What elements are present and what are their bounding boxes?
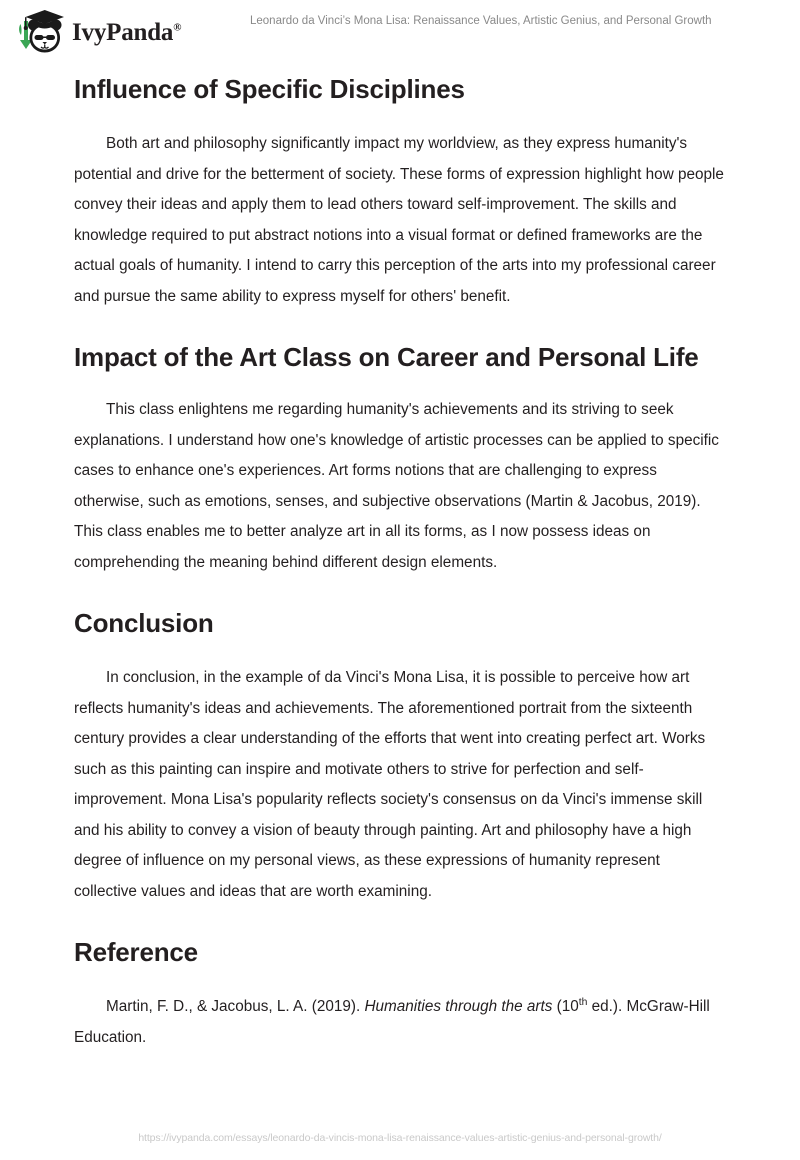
brand-name-text: IvyPanda	[72, 18, 174, 46]
reference-edition-prefix: (10	[552, 998, 579, 1015]
section-paragraph-impact: This class enlightens me regarding humanity's achievements and its striving to seek explanations. I understand how one's knowledge of artistic processes can be applied to specific cases to enhance one's experiences. Art forms notions that are challenging to express otherwise, such as emotions, senses, and subjective observations (Martin & Jacobus, 2019). This class enables me to better analyze art in all its forms, as I now possess ideas on comprehending the meaning behind different design elements.	[74, 401, 719, 571]
section-heading-reference: Reference	[74, 937, 198, 967]
document-body	[74, 70, 724, 1053]
registered-mark: ®	[173, 21, 182, 34]
section-heading-impact: Impact of the Art Class on Career and Personal Life	[74, 342, 699, 372]
reference-publisher: McGraw-Hill Education.	[74, 998, 710, 1046]
brand-logo[interactable]	[14, 9, 181, 55]
source-url[interactable]: https://ivypanda.com/essays/leonardo-da-vincis-mona-lisa-renaissance-values-artistic-genius-and-personal-growth/	[138, 1132, 662, 1144]
section-heading-conclusion: Conclusion	[74, 608, 214, 638]
reference-edition-ordinal: th	[578, 996, 588, 1008]
section-paragraph-influence: Both art and philosophy significantly impact my worldview, as they express humanity's potential and drive for the betterment of society. These forms of expression highlight how people convey their ideas and apply them to lead others toward self-improvement. The skills and knowledge required to put abstract notions into a visual format or defined frameworks are the actual goals of humanity. I intend to carry this perception of the arts into my professional career and pursue the same ability to express myself for others' benefit.	[74, 135, 724, 305]
page-header	[0, 0, 800, 62]
section-heading-influence: Influence of Specific Disciplines	[74, 74, 465, 104]
reference-edition-suffix: ed.).	[587, 998, 627, 1015]
reference-entry	[74, 992, 724, 1053]
brand-name	[72, 20, 181, 45]
reference-title: Humanities through the arts	[364, 998, 553, 1015]
reference-authors-year: Martin, F. D., & Jacobus, L. A. (2019).	[106, 998, 365, 1015]
panda-graduate-logo-icon	[14, 9, 66, 55]
document-title: Leonardo da Vinci’s Mona Lisa: Renaissance Values, Artistic Genius, and Personal Growth	[250, 15, 712, 27]
section-paragraph-conclusion: In conclusion, in the example of da Vinci's Mona Lisa, it is possible to perceive how art reflects humanity's ideas and achievements. The aforementioned portrait from the sixteenth century provides a clear understanding of the efforts that went into creating perfect art. Works such as this painting can inspire and motivate others to strive for perfection and self-improvement. Mona Lisa's popularity reflects society's consensus on da Vinci's immense skill and his ability to convey a vision of beauty through painting. Art and philosophy have a high degree of influence on my personal views, as these expressions of humanity represent collective values and ideas that are worth examining.	[74, 669, 706, 900]
page-footer	[0, 1128, 800, 1146]
